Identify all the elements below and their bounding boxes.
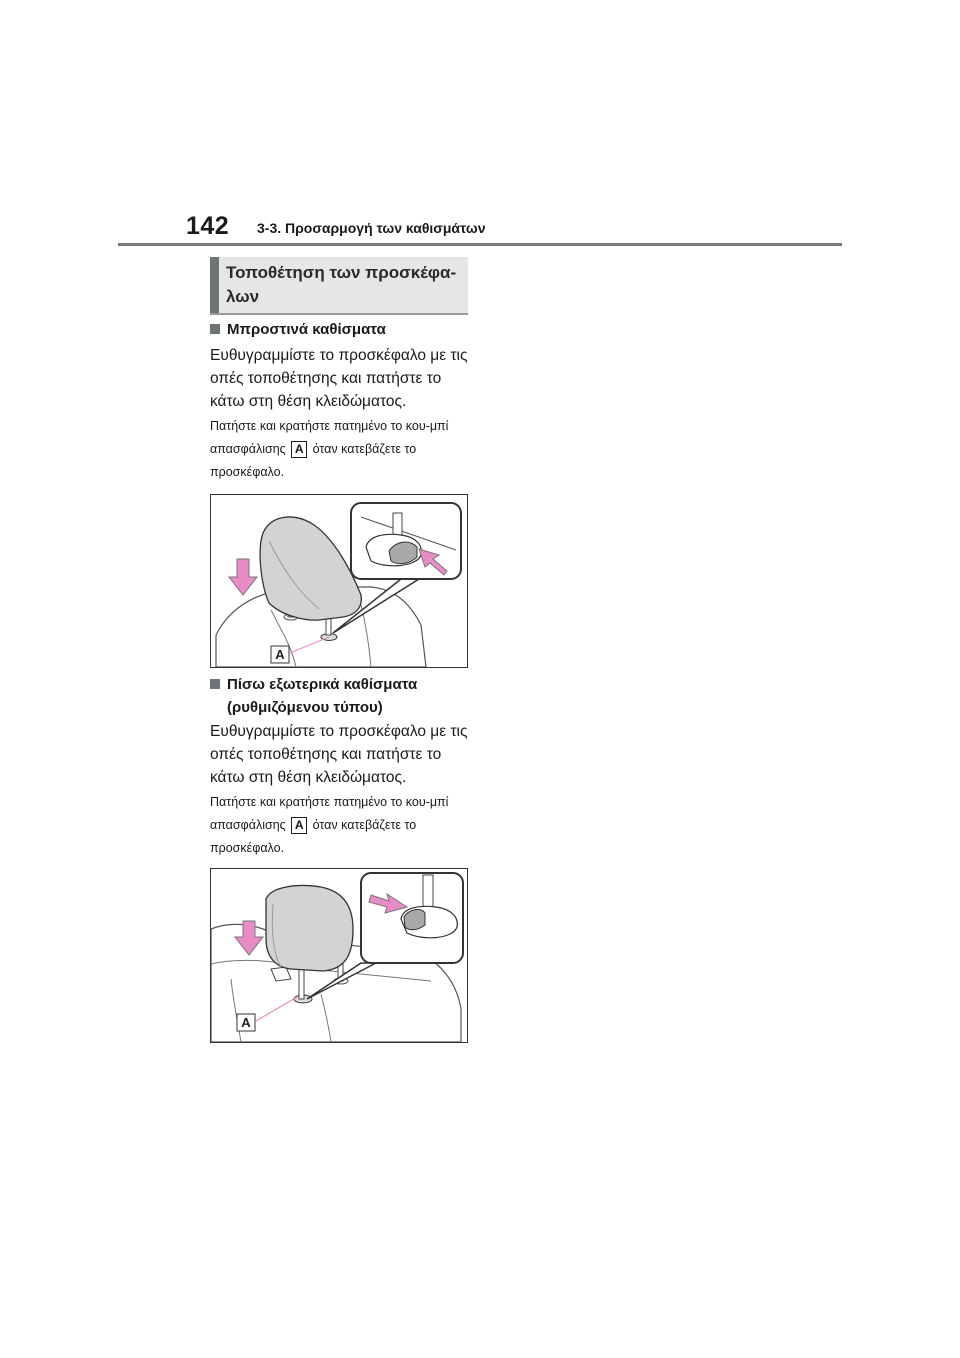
section-accent-bar <box>210 257 219 313</box>
front-figure-label-a: A <box>275 647 285 662</box>
page-number: 142 <box>186 212 230 240</box>
chapter-title: 3-3. Προσαρμογή των καθισμάτων <box>257 220 486 236</box>
header-rule <box>118 243 842 246</box>
release-button-label: A <box>291 817 307 834</box>
front-note: Πατήστε και κρατήστε πατημένο το κου-μπί απασφάλισης A όταν κατεβάζετε το προσκέφαλο. <box>210 419 449 479</box>
rear-figure-label-a: A <box>241 1015 251 1030</box>
front-seat-headrest-illustration <box>210 494 468 668</box>
rear-note: Πατήστε και κρατήστε πατημένο το κου-μπί απασφάλισης A όταν κατεβάζετε το προσκέφαλο. <box>210 795 449 855</box>
section-heading-box <box>210 257 468 315</box>
front-instruction: Ευθυγραμμίστε το προσκέφαλο με τις οπές τοποθέτησης και πατήστε το κάτω στη θέση κλειδώματος. <box>210 347 468 410</box>
section-title: Τοποθέτηση των προσκέφα-λων <box>226 263 457 306</box>
front-seats-heading: Μπροστινά καθίσματα <box>210 318 386 341</box>
bullet-square-icon <box>210 324 220 334</box>
rear-instruction: Ευθυγραμμίστε το προσκέφαλο με τις οπές τοποθέτησης και πατήστε το κάτω στη θέση κλειδώματος. <box>210 723 468 786</box>
front-headrest-diagram <box>211 495 467 667</box>
rear-headrest-diagram <box>211 869 467 1042</box>
rear-seat-headrest-illustration <box>210 868 468 1043</box>
release-button-label: A <box>291 441 307 458</box>
bullet-square-icon <box>210 679 220 689</box>
rear-seats-heading: Πίσω εξωτερικά καθίσματα (ρυθμιζόμενου τύπου) <box>210 673 417 719</box>
